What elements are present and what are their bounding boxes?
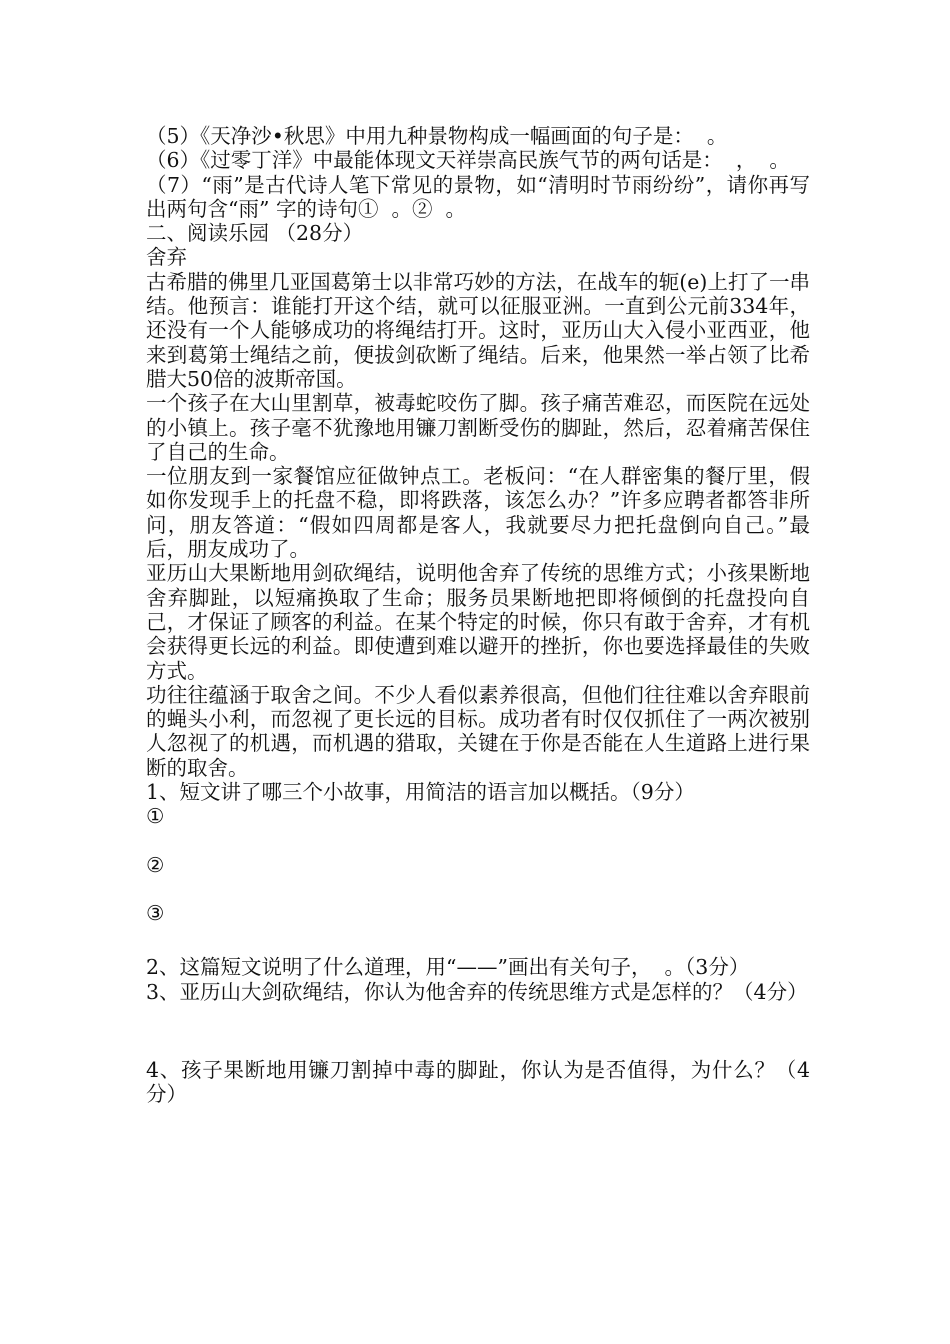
- question-1: 1、短文讲了哪三个小故事，用简洁的语言加以概括。（9分）: [146, 780, 695, 805]
- fill-in-item-6: （6）《过零丁洋》中最能体现文天祥崇高民族气节的两句话是： ， 。: [146, 148, 790, 173]
- answer-mark-1: ①: [146, 804, 165, 829]
- question-2: 2、这篇短文说明了什么道理，用“——”画出有关句子， 。（3分）: [146, 955, 750, 980]
- article-paragraph: 功往往蕴涵于取舍之间。不少人看似素养很高，但他们往往难以舍弃眼前的蝇头小利，而忽视了更长远的目标。成功者有时仅仅抓住了一两次被别人忽视了的机遇，而机遇的猎取，关键在于你是否能在人生道路上进行果断的取舍。: [146, 682, 810, 780]
- document-page: [146, 124, 810, 1106]
- fill-in-item-7: （7）“雨”是古代诗人笔下常见的景物，如“清明时节雨纷纷”，请你再写出两句含“雨” 字的诗句① 。② 。: [146, 172, 810, 221]
- answer-mark-3: ③: [146, 900, 165, 925]
- article-paragraph: 一个孩子在大山里割草，被毒蛇咬伤了脚。孩子痛苦难忍，而医院在远处的小镇上。孩子毫不犹豫地用镰刀割断受伤的脚趾，然后，忍着痛苦保住了自己的生命。: [146, 391, 810, 464]
- section-title: 二、阅读乐园 （28分）: [146, 221, 364, 246]
- question-4: 4、孩子果断地用镰刀割掉中毒的脚趾，你认为是否值得，为什么？（4分）: [146, 1057, 810, 1107]
- answer-mark-2: ②: [146, 852, 165, 877]
- fill-in-item-5: （5）《天净沙•秋思》中用九种景物构成一幅画面的句子是： 。: [146, 124, 728, 148]
- article-paragraph: 亚历山大果断地用剑砍绳结，说明他舍弃了传统的思维方式；小孩果断地舍弃脚趾，以短痛换取了生命；服务员果断地把即将倾倒的托盘投向自己，才保证了顾客的利益。在某个特定的时候，你只有敢于舍弃，才有机会获得更长远的利益。即使遭到难以避开的挫折，你也要选择最佳的失败方式。: [146, 561, 810, 683]
- answer-space: [146, 1004, 810, 1058]
- question-3: 3、亚历山大剑砍绳结，你认为他舍弃的传统思维方式是怎样的？（4分）: [146, 979, 808, 1004]
- answer-space: [146, 925, 810, 955]
- answer-space: [146, 877, 810, 901]
- answer-space: [146, 829, 810, 853]
- article-paragraph: 一位朋友到一家餐馆应征做钟点工。老板问：“在人群密集的餐厅里，假如你发现手上的托盘不稳，即将跌落，该怎么办？”许多应聘者都答非所问，朋友答道：“假如四周都是客人，我就要尽力把托盘倒向自己。”最后，朋友成功了。: [146, 464, 810, 562]
- article-paragraph: 古希腊的佛里几亚国葛第士以非常巧妙的方法，在战车的轭(e)上打了一串结。他预言：谁能打开这个结，就可以征服亚洲。一直到公元前334年，还没有一个人能够成功的将绳结打开。这时，亚历山大入侵小亚西亚，他来到葛第士绳结之前，便拔剑砍断了绳结。后来，他果然一举占领了比希腊大50倍的波斯帝国。: [146, 269, 810, 391]
- article-title: 舍弃: [146, 245, 187, 270]
